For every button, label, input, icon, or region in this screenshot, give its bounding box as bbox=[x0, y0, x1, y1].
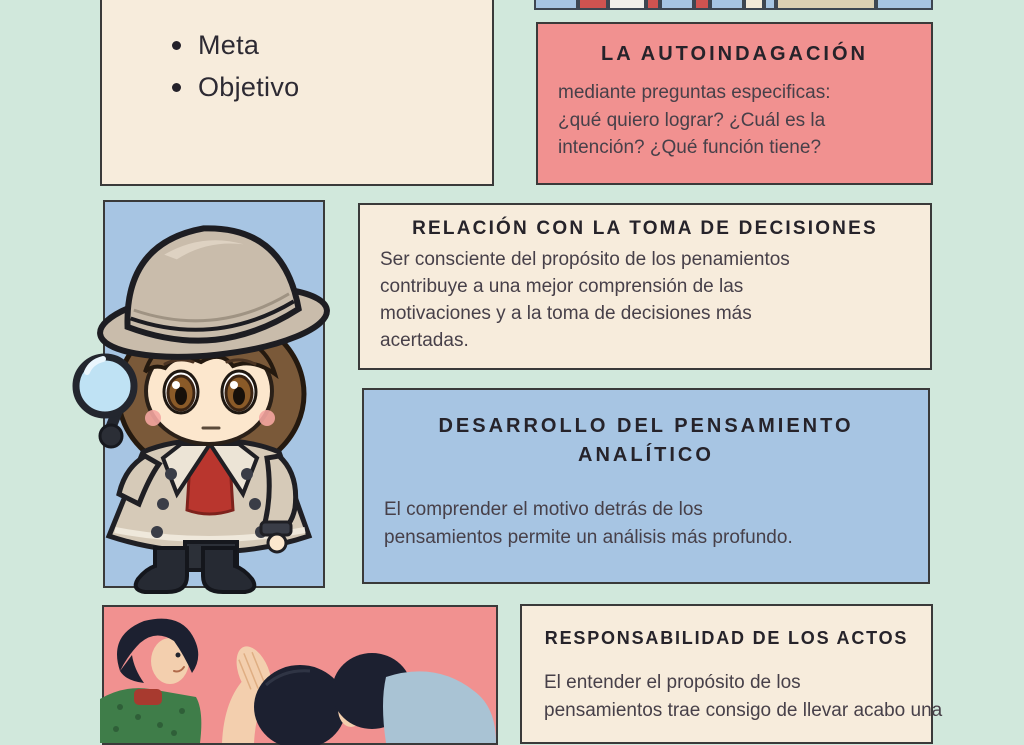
body-line: motivaciones y a la toma de decisiones más bbox=[380, 302, 752, 324]
magnifying-glass-icon bbox=[76, 357, 134, 447]
desarrollo-card bbox=[362, 388, 930, 584]
goal-label: Meta bbox=[198, 29, 260, 60]
card-title: RELACIÓN CON LA TOMA DE DECISIONES bbox=[412, 218, 878, 239]
strip-block bbox=[660, 0, 694, 10]
top-strip bbox=[534, 0, 933, 10]
card-title: LA AUTOINDAGACIÓN bbox=[601, 43, 868, 65]
bullet-icon bbox=[172, 41, 181, 50]
card-body bbox=[384, 496, 914, 551]
strip-block bbox=[534, 0, 578, 10]
strip-block bbox=[646, 0, 660, 10]
goals-card bbox=[100, 0, 494, 186]
autoindagacion-card bbox=[536, 22, 933, 185]
people-illustration bbox=[104, 607, 496, 743]
strip-block bbox=[578, 0, 608, 10]
strip-block bbox=[744, 0, 764, 10]
strip-block bbox=[694, 0, 710, 10]
detective-card bbox=[103, 200, 325, 588]
card-body bbox=[380, 247, 916, 355]
body-line: El entender el propósito de los bbox=[544, 672, 801, 693]
body-line: intención? ¿Qué función tiene? bbox=[558, 137, 822, 159]
card-body bbox=[558, 79, 917, 162]
strip-block bbox=[776, 0, 876, 10]
body-line: Ser consciente del propósito de los penamientos bbox=[380, 249, 790, 270]
pith-hat bbox=[90, 216, 330, 366]
title-line: DESARROLLO DEL PENSAMIENTO bbox=[438, 415, 854, 437]
people-card bbox=[102, 605, 498, 745]
body-line: pensamientos permite un análisis más profundo. bbox=[384, 526, 793, 548]
strip-block bbox=[710, 0, 744, 10]
body-line: acertadas. bbox=[380, 329, 469, 351]
goals-list bbox=[102, 0, 492, 108]
bullet-icon bbox=[172, 83, 181, 92]
strip-block bbox=[608, 0, 646, 10]
body-line: ¿qué quiero lograr? ¿Cuál es la bbox=[558, 109, 826, 131]
card-body bbox=[544, 669, 943, 724]
strip-block bbox=[764, 0, 776, 10]
strip-block bbox=[876, 0, 933, 10]
list-item bbox=[172, 24, 492, 66]
title-line: ANALÍTICO bbox=[578, 444, 714, 466]
detective-illustration bbox=[81, 206, 343, 602]
body-line: pensamientos trae consigo de llevar acabo una bbox=[544, 699, 943, 721]
body-line: El comprender el motivo detrás de los bbox=[384, 499, 703, 520]
card-title bbox=[364, 412, 928, 470]
body-line: mediante preguntas especificas: bbox=[558, 82, 831, 103]
card-title: RESPONSABILIDAD DE LOS ACTOS bbox=[544, 628, 909, 648]
body-line: contribuye a una mejor comprensión de las bbox=[380, 275, 744, 297]
list-item bbox=[172, 66, 492, 108]
relacion-card bbox=[358, 203, 932, 370]
goal-label: Objetivo bbox=[198, 71, 300, 102]
responsabilidad-card bbox=[520, 604, 943, 744]
